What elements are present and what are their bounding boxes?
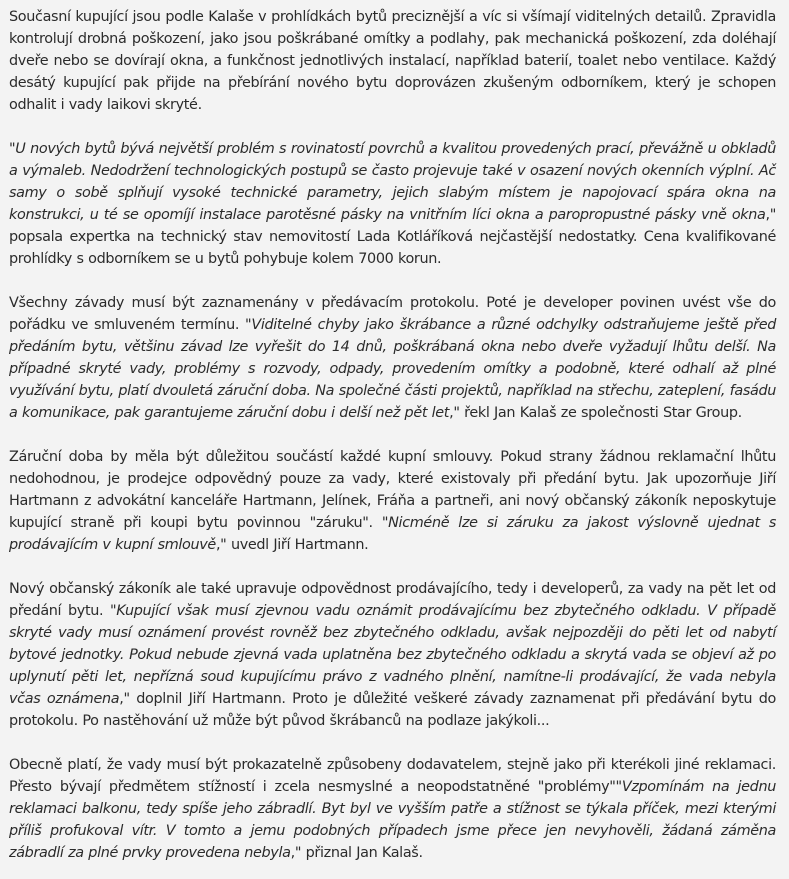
paragraph-1-text: Současní kupující jsou podle Kalaše v prohlídkách bytů preciznější a víc si všímají viditelných detailů. Zpravidla kontrolují drobná poškození, jako jsou poškrábané omítky a podlahy, pak mechanická poškození, zda doléhají dveře nebo se dovírají okna, a funkčnost jednotlivých instalací, například baterií, toalet nebo ventilace. Každý desátý kupující pak přijde na přebírání nového bytu doprovázen zkušeným odborníkem, který je schopen odhalit i vady laikovi skryté. [9, 9, 776, 113]
paragraph-3-after-quote: ," řekl Jan Kalaš ze společnosti Star Group. [449, 405, 742, 421]
paragraph-2-after-quote: ," popsala expertka na technický stav nemovitostí Lada Kotláříková nejčastější nedostatky. Cena kvalifikované prohlídky s odborníkem se u bytů pohybuje kolem 7000 korun. [9, 207, 776, 267]
paragraph-4 [9, 446, 776, 556]
paragraph-3-before-quote: Všechny závady musí být zaznamenány v předávacím protokolu. Poté je developer povinen uvést vše do pořádku ve smluveném termínu. " [9, 295, 776, 333]
paragraph-6 [9, 754, 776, 864]
quote-jiri-hartmann-contract: Nicméně lze si záruku za jakost výslovně ujednat s prodávajícím v kupní smlouvě [9, 515, 776, 553]
paragraph-2-open-quote: " [9, 141, 16, 157]
paragraph-4-before-quote: Záruční doba by měla být důležitou součástí každé kupní smlouvy. Pokud strany žádnou reklamační lhůtu nedohodnou, je prodejce odpovědný pouze za vady, které existovaly při předání bytu. Jak upozorňuje Jiří Hartmann z advokátní kanceláře Hartmann, Jelínek, Fráňa a partneři, ani nový občanský zákoník neposkytuje kupující straně při koupi bytu povinnou "záruku". " [9, 449, 776, 531]
quote-jan-kalas-balcony: Vzpomínám na jednu reklamaci balkonu, tedy spíše jeho zábradlí. Byt byl ve vyšším patře a stížnost se týkala příček, mezi kterými příliš profukoval vítr. V tomto a jemu podobných případech jsme přece jen nevyhověli, žádaná záměna zábradlí za plné prvky provedena nebyla [9, 779, 776, 861]
quote-jiri-hartmann-liability: Kupující však musí zjevnou vadu oznámit prodávajícímu bez zbytečného odkladu. V případě skryté vady musí oznámení provést rovněž bez zbytečného odkladu, avšak nejpozději do pěti let od nabytí bytové jednotky. Pokud nebude zjevná vada uplatněna bez zbytečného odkladu a skrytá vada se objeví až po uplynutí pěti let, nepřízná soud kupujícímu právo z vadného plnění, namítne-li prodávající, že vada nebyla včas oznámena [9, 603, 776, 707]
paragraph-1 [9, 6, 776, 116]
paragraph-5-after-quote: ," doplnil Jiří Hartmann. Proto je důležité veškeré závady zaznamenat při předávání bytu do protokolu. Po nastěhování už může být původ škrábanců na podlaze jakýkoli... [9, 691, 776, 729]
quote-lada-kotlarikova: U nových bytů bývá největší problém s rovinatostí povrchů a kvalitou provedených prací, převážně u obkladů a výmaleb. Nedodržení technologických postupů se často projevuje také v osazení nových okenních výplní. Ač samy o sobě splňují vysoké technické parametry, jejich slabým místem je napojovací spára okna na konstrukci, u té se opomíjí instalace parotěsné pásky na vnitřním líci okna a paropropustné pásky vně okna [9, 141, 776, 223]
paragraph-2 [9, 138, 776, 270]
paragraph-3 [9, 292, 776, 424]
quote-jan-kalas-warranty: Viditelné chyby jako škrábance a různé odchylky odstraňujeme ještě před předáním bytu, většinu závad lze vyřešit do 14 dnů, poškrábaná okna nebo dveře vyžadují lhůtu delší. Na případné skryté vady, problémy s rozvody, odpady, provedením omítky a podobně, které odhalí až plné využívání bytu, platí dvouletá záruční doba. Na společné části projektů, například na střechu, zateplení, fasádu a komunikace, pak garantujeme záruční dobu i delší než pět let [9, 317, 776, 421]
paragraph-6-before-quote: Obecně platí, že vady musí být prokazatelně způsobeny dodavatelem, stejně jako při kterékoli jiné reklamaci. Přesto bývají předmětem stížností i zcela nesmyslné a neopodstatněné "problémy"" [9, 757, 776, 795]
paragraph-5-before-quote: Nový občanský zákoník ale také upravuje odpovědnost prodávajícího, tedy i developerů, za vady na pět let od předání bytu. " [9, 581, 776, 619]
paragraph-6-after-quote: ," přiznal Jan Kalaš. [290, 845, 423, 861]
paragraph-4-after-quote: ," uvedl Jiří Hartmann. [215, 537, 369, 553]
paragraph-5 [9, 578, 776, 732]
